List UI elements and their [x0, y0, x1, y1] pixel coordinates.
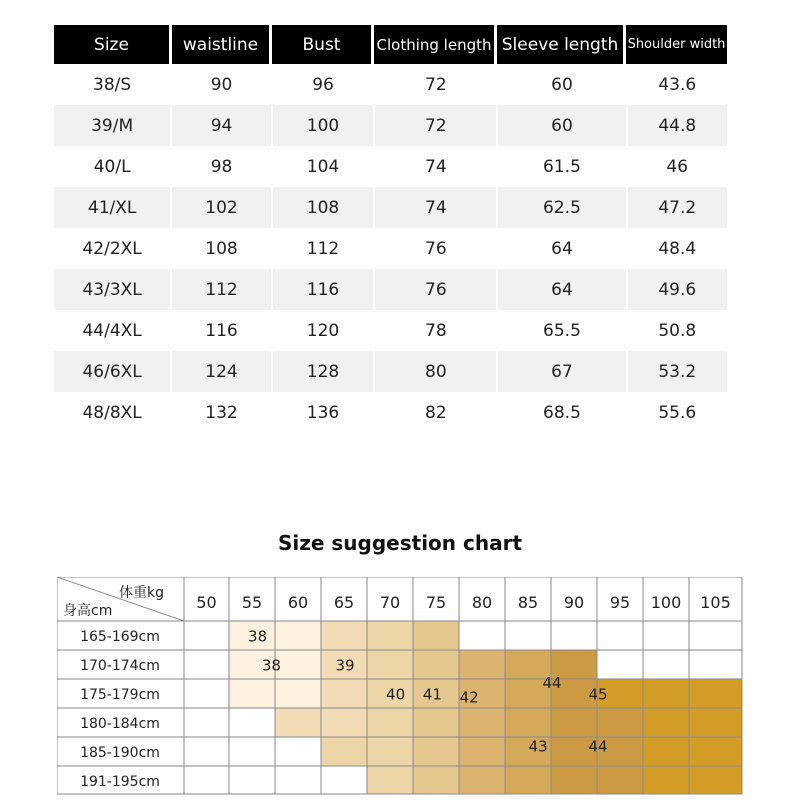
size-label: 40 [386, 685, 406, 704]
table-cell: 62.5 [498, 187, 627, 228]
size-fill-cell [643, 708, 690, 738]
size-table [54, 25, 727, 433]
table-cell: 41/XL [54, 187, 172, 228]
table-cell: 64 [498, 269, 627, 310]
table-cell: 112 [172, 269, 273, 310]
table-cell: 112 [273, 228, 375, 269]
table-cell: 46 [666, 156, 689, 177]
weight-label: 70 [379, 593, 401, 612]
size-fill-cell [459, 737, 506, 767]
weight-label: 105 [700, 593, 731, 612]
table-cell: 68.5 [498, 392, 627, 433]
size-label: 44 [542, 673, 562, 692]
table-cell: 38/S [54, 64, 172, 105]
table-cell: 72 [375, 64, 498, 105]
table-cell: 80 [375, 351, 498, 392]
size-fill-cell [505, 708, 552, 738]
table-cell: 60 [498, 64, 627, 105]
weight-label: 75 [425, 593, 447, 612]
height-label: 185-190cm [80, 745, 160, 761]
table-cell: 98 [172, 146, 273, 187]
size-label: 42 [459, 688, 479, 707]
table-cell: 61.5 [498, 146, 627, 187]
weight-label: 50 [196, 593, 217, 612]
size-fill-cell [321, 621, 368, 651]
table-cell: 108 [172, 228, 273, 269]
size-label: 39 [335, 656, 355, 675]
table-cell: 64 [498, 228, 627, 269]
weight-label: 95 [609, 593, 631, 612]
table-row [54, 310, 727, 351]
size-fill-cell [367, 708, 414, 738]
table-cell: 74 [375, 146, 498, 187]
size-fill-cell [643, 679, 690, 709]
size-fill-cell [321, 737, 368, 767]
table-cell: 55.6 [658, 402, 697, 423]
size-fill-cell [551, 766, 598, 795]
table-cell: 96 [273, 64, 375, 105]
table-row [54, 187, 727, 228]
header-clothing-length: Clothing length [374, 25, 494, 64]
table-cell: 102 [172, 187, 273, 228]
size-fill-cell [689, 737, 743, 767]
height-label: 175-179cm [80, 687, 160, 703]
table-cell: 116 [172, 310, 273, 351]
table-cell: 78 [375, 310, 498, 351]
size-fill-cell [597, 766, 644, 795]
size-fill-cell [413, 766, 460, 795]
header-bust: Bust [272, 25, 371, 64]
table-row [54, 351, 727, 392]
table-cell: 67 [498, 351, 627, 392]
size-label: 43 [528, 737, 548, 756]
size-label: 44 [588, 737, 608, 756]
size-fill-cell [643, 766, 690, 795]
table-cell: 124 [172, 351, 273, 392]
size-fill-cell [275, 621, 322, 651]
corner-height-label: 身高cm [63, 603, 113, 619]
table-cell: 50.8 [658, 320, 697, 341]
size-fill-cell [643, 737, 690, 767]
size-label: 45 [588, 685, 608, 704]
size-fill-cell [367, 621, 414, 651]
table-row [54, 105, 727, 146]
weight-label: 60 [287, 593, 309, 612]
size-fill-cell [413, 650, 460, 680]
table-cell: 76 [375, 269, 498, 310]
table-cell: 42/2XL [54, 228, 172, 269]
table-cell: 48.4 [658, 238, 697, 259]
table-cell: 47.2 [658, 197, 697, 218]
weight-label: 80 [471, 593, 493, 612]
size-fill-cell [413, 621, 460, 651]
size-fill-cell [505, 766, 552, 795]
size-fill-cell [459, 650, 506, 680]
table-cell: 72 [375, 105, 498, 146]
size-fill-cell [689, 766, 743, 795]
table-cell: 128 [273, 351, 375, 392]
size-fill-cell [275, 708, 322, 738]
size-fill-cell [551, 708, 598, 738]
size-fill-cell [321, 708, 368, 738]
table-cell: 60 [498, 105, 627, 146]
table-row [54, 228, 727, 269]
table-cell: 136 [273, 392, 375, 433]
table-cell: 39/M [54, 105, 172, 146]
table-cell: 120 [273, 310, 375, 351]
size-fill-cell [459, 766, 506, 795]
header-size: Size [54, 25, 169, 64]
weight-label: 55 [241, 593, 263, 612]
size-label: 38 [248, 627, 268, 646]
table-cell: 43.6 [658, 74, 697, 95]
table-cell: 82 [375, 392, 498, 433]
table-cell: 65.5 [498, 310, 627, 351]
size-fill-cell [689, 679, 743, 709]
size-table-header [54, 25, 727, 64]
table-cell: 44.8 [658, 115, 697, 136]
size-fill-cell [275, 679, 322, 709]
weight-label: 65 [333, 593, 355, 612]
weight-label: 85 [517, 593, 539, 612]
table-cell: 94 [172, 105, 273, 146]
height-label: 165-169cm [80, 629, 160, 645]
table-cell: 46/6XL [54, 351, 172, 392]
height-label: 180-184cm [80, 716, 160, 732]
size-fill-cell [275, 650, 322, 680]
corner-weight-label: 体重kg [119, 585, 164, 601]
table-cell: 74 [375, 187, 498, 228]
size-fill-cell [321, 679, 368, 709]
table-cell: 108 [273, 187, 375, 228]
size-fill-cell [459, 708, 506, 738]
height-label: 191-195cm [80, 774, 160, 790]
size-fill-cell [413, 708, 460, 738]
weight-label: 100 [650, 593, 682, 612]
table-cell: 76 [375, 228, 498, 269]
size-fill-cell [597, 708, 644, 738]
table-cell: 132 [172, 392, 273, 433]
table-cell: 104 [273, 146, 375, 187]
table-row [54, 64, 727, 105]
size-suggestion-grid [57, 577, 743, 795]
size-table-body [54, 64, 727, 433]
table-cell: 49.6 [658, 279, 697, 300]
table-cell: 44/4XL [54, 310, 172, 351]
size-fill-cell [413, 737, 460, 767]
table-cell: 43/3XL [54, 269, 172, 310]
table-cell: 48/8XL [54, 392, 172, 433]
table-cell: 116 [273, 269, 375, 310]
size-label: 41 [422, 685, 442, 704]
weight-label: 90 [563, 593, 585, 612]
height-label: 170-174cm [80, 658, 160, 674]
table-row [54, 269, 727, 310]
table-row [54, 392, 727, 433]
chart-title: Size suggestion chart [277, 531, 523, 555]
header-shoulder-width: Shoulder width [626, 25, 727, 64]
table-cell: 90 [172, 64, 273, 105]
size-fill-cell [689, 708, 743, 738]
header-sleeve-length: Sleeve length [497, 25, 623, 64]
table-cell: 40/L [54, 146, 172, 187]
header-waistline: waistline [172, 25, 269, 64]
size-fill-cell [367, 766, 414, 795]
size-fill-cell [229, 679, 276, 709]
table-cell: 53.2 [658, 361, 697, 382]
size-suggestion-chart [57, 577, 743, 795]
size-fill-cell [367, 737, 414, 767]
size-label: 38 [261, 656, 281, 675]
table-row [54, 146, 727, 187]
table-cell: 100 [273, 105, 375, 146]
size-fill-cell [367, 650, 414, 680]
